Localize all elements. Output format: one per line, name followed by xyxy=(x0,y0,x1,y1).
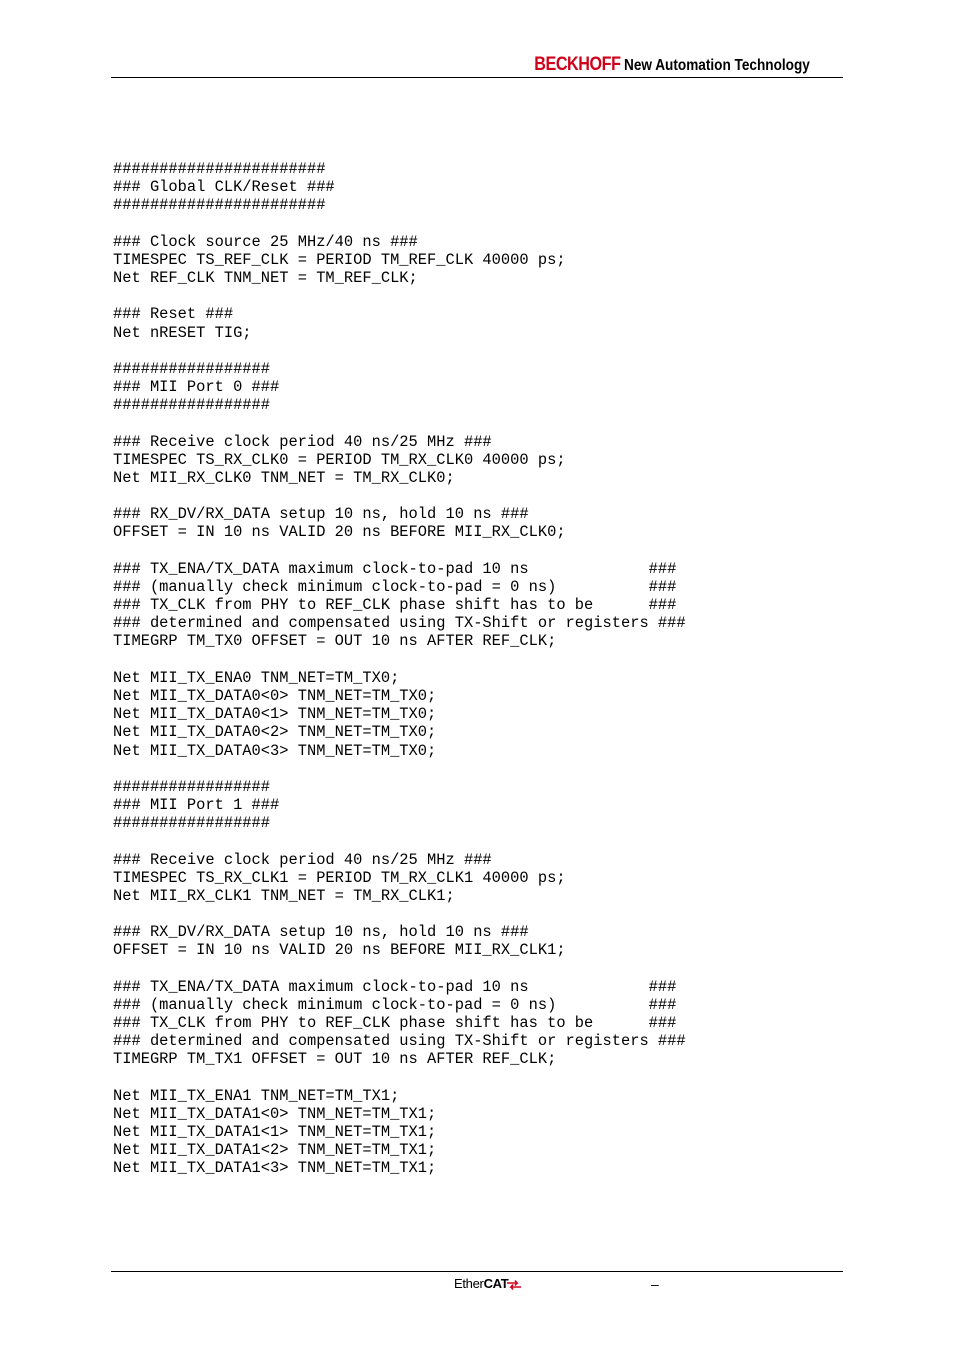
code-line: OFFSET = IN 10 ns VALID 20 ns BEFORE MII_RX_CLK0; xyxy=(113,523,566,542)
code-line: Net MII_TX_ENA0 TNM_NET=TM_TX0; xyxy=(113,668,400,687)
code-line: Net MII_TX_DATA1<1> TNM_NET=TM_TX1; xyxy=(113,1123,437,1142)
code-line: Net MII_TX_DATA0<3> TNM_NET=TM_TX0; xyxy=(113,741,437,760)
code-line: TIMESPEC TS_REF_CLK = PERIOD TM_REF_CLK 40000 ps; xyxy=(113,250,566,269)
page-header xyxy=(0,0,954,90)
code-line: ### TX_CLK from PHY to REF_CLK phase shift has to be ### xyxy=(113,1014,677,1033)
code-line: ### TX_ENA/TX_DATA maximum clock-to-pad 10 ns ### xyxy=(113,977,677,996)
code-line: ####################### xyxy=(113,160,326,178)
code-line: ### determined and compensated using TX-Shift or registers ### xyxy=(113,614,686,633)
footer-divider xyxy=(111,1271,843,1272)
code-line: Net REF_CLK TNM_NET = TM_REF_CLK; xyxy=(113,269,418,288)
code-line: TIMEGRP TM_TX1 OFFSET = OUT 10 ns AFTER REF_CLK; xyxy=(113,1050,557,1069)
code-listing xyxy=(113,160,686,1178)
code-line: ### MII Port 0 ### xyxy=(113,378,280,397)
ethercat-logo-cat: CAT xyxy=(483,1276,509,1291)
code-line: ### (manually check minimum clock-to-pad = 0 ns) ### xyxy=(113,577,677,596)
footer-dash: – xyxy=(651,1276,659,1292)
code-line: Net MII_TX_DATA0<1> TNM_NET=TM_TX0; xyxy=(113,705,437,724)
code-line: ### determined and compensated using TX-Shift or registers ### xyxy=(113,1032,686,1051)
ethercat-arrow-icon xyxy=(506,1279,522,1291)
code-line: ### TX_CLK from PHY to REF_CLK phase shift has to be ### xyxy=(113,596,677,615)
code-line: TIMEGRP TM_TX0 OFFSET = OUT 10 ns AFTER REF_CLK; xyxy=(113,632,557,651)
code-line: ################# xyxy=(113,814,271,833)
code-line: ### Reset ### xyxy=(113,305,234,324)
code-line: TIMESPEC TS_RX_CLK0 = PERIOD TM_RX_CLK0 40000 ps; xyxy=(113,450,566,469)
ethercat-logo-ether: Ether xyxy=(454,1276,484,1291)
code-line: ### Receive clock period 40 ns/25 MHz ### xyxy=(113,432,492,451)
code-line: Net MII_RX_CLK1 TNM_NET = TM_RX_CLK1; xyxy=(113,886,455,905)
code-line: Net nRESET TIG; xyxy=(113,323,252,342)
header-divider xyxy=(111,77,843,78)
code-line: ### RX_DV/RX_DATA setup 10 ns, hold 10 ns ### xyxy=(113,923,529,942)
brand-tagline: New Automation Technology xyxy=(624,57,811,74)
code-line: ### (manually check minimum clock-to-pad = 0 ns) ### xyxy=(113,995,677,1014)
code-line: ####################### xyxy=(113,196,326,215)
code-line: TIMESPEC TS_RX_CLK1 = PERIOD TM_RX_CLK1 40000 ps; xyxy=(113,868,566,887)
code-line: ### RX_DV/RX_DATA setup 10 ns, hold 10 ns ### xyxy=(113,505,529,524)
brand-logo xyxy=(519,54,843,76)
code-line: Net MII_RX_CLK0 TNM_NET = TM_RX_CLK0; xyxy=(113,468,455,487)
code-line: Net MII_TX_DATA1<3> TNM_NET=TM_TX1; xyxy=(113,1159,437,1178)
ethercat-logo xyxy=(454,1276,522,1291)
code-line: ### MII Port 1 ### xyxy=(113,796,280,815)
code-line: OFFSET = IN 10 ns VALID 20 ns BEFORE MII_RX_CLK1; xyxy=(113,941,566,960)
code-line: ### TX_ENA/TX_DATA maximum clock-to-pad 10 ns ### xyxy=(113,559,677,578)
code-line: ### Receive clock period 40 ns/25 MHz ### xyxy=(113,850,492,869)
code-line: ### Global CLK/Reset ### xyxy=(113,178,335,197)
code-line: ################# xyxy=(113,396,271,415)
code-line: Net MII_TX_DATA0<0> TNM_NET=TM_TX0; xyxy=(113,686,437,705)
code-line: Net MII_TX_DATA1<2> TNM_NET=TM_TX1; xyxy=(113,1141,437,1160)
code-line: Net MII_TX_ENA1 TNM_NET=TM_TX1; xyxy=(113,1086,400,1105)
code-line: ################# xyxy=(113,359,271,378)
code-line: ### Clock source 25 MHz/40 ns ### xyxy=(113,232,418,251)
code-line: Net MII_TX_DATA1<0> TNM_NET=TM_TX1; xyxy=(113,1104,437,1123)
beckhoff-logo-text: BECKHOFF xyxy=(534,54,621,75)
code-line: Net MII_TX_DATA0<2> TNM_NET=TM_TX0; xyxy=(113,723,437,742)
code-line: ################# xyxy=(113,777,271,796)
